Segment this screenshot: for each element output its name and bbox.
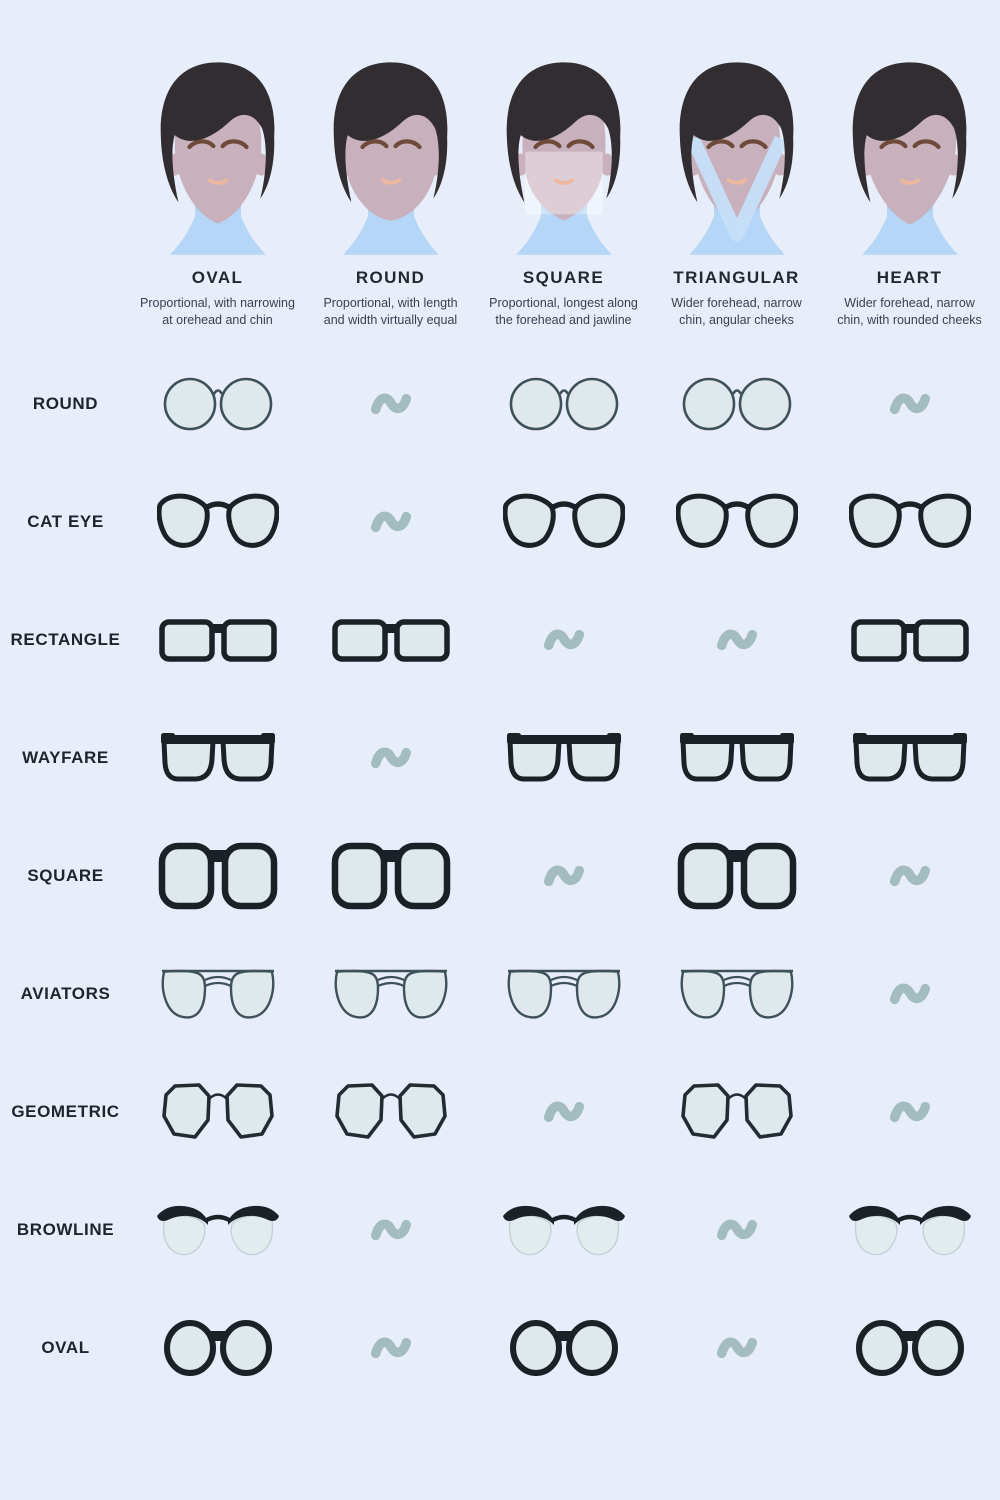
matrix-cell-oval-heart bbox=[823, 1289, 996, 1407]
face-description: Proportional, with length and width virtually equal bbox=[323, 296, 458, 327]
matrix-cell-square-square bbox=[477, 817, 650, 935]
matrix-cell-square-round bbox=[304, 817, 477, 935]
geometric-glasses-icon bbox=[332, 1080, 450, 1144]
matrix-cell-oval-round bbox=[304, 1289, 477, 1407]
wayfare-glasses-icon bbox=[850, 729, 970, 787]
row-label-oval: OVAL bbox=[41, 1337, 90, 1357]
matrix-cell-aviators-oval bbox=[131, 935, 304, 1053]
matrix-cell-rectangle-oval bbox=[131, 581, 304, 699]
matrix-row-browline bbox=[0, 1171, 1000, 1289]
aviators-glasses-icon bbox=[503, 962, 625, 1026]
face-title: HEART bbox=[876, 268, 943, 287]
tilde-icon bbox=[714, 1330, 760, 1366]
matrix-cell-rectangle-triangular bbox=[650, 581, 823, 699]
matrix-cell-round-round bbox=[304, 345, 477, 463]
row-label-wayfare: WAYFARE bbox=[22, 747, 109, 767]
face-column-heart bbox=[823, 56, 996, 329]
face-description: Proportional, with narrowing at orehead and chin bbox=[140, 296, 295, 327]
face-title: ROUND bbox=[355, 268, 426, 287]
matrix-cell-browline-heart bbox=[823, 1171, 996, 1289]
matrix-cell-browline-square bbox=[477, 1171, 650, 1289]
square-face-icon bbox=[483, 56, 645, 262]
square-glasses-icon bbox=[677, 841, 797, 911]
tilde-icon bbox=[887, 386, 933, 422]
tilde-icon bbox=[368, 1330, 414, 1366]
matrix-row-aviators bbox=[0, 935, 1000, 1053]
matrix-cell-geometric-square bbox=[477, 1053, 650, 1171]
matrix-cell-cateye-oval bbox=[131, 463, 304, 581]
round-glasses-icon bbox=[162, 372, 274, 436]
wayfare-glasses-icon bbox=[158, 729, 278, 787]
face-description: Proportional, longest along the forehead and jawline bbox=[489, 296, 638, 327]
tilde-icon bbox=[368, 386, 414, 422]
tilde-icon bbox=[368, 504, 414, 540]
tilde-icon bbox=[541, 1094, 587, 1130]
cateye-glasses-icon bbox=[676, 489, 798, 555]
matrix-cell-cateye-round bbox=[304, 463, 477, 581]
tilde-icon bbox=[541, 622, 587, 658]
wayfare-glasses-icon bbox=[677, 729, 797, 787]
tilde-icon bbox=[887, 1094, 933, 1130]
round-face-icon bbox=[310, 56, 472, 262]
matrix-cell-round-heart bbox=[823, 345, 996, 463]
matrix-cell-geometric-heart bbox=[823, 1053, 996, 1171]
compatibility-matrix bbox=[0, 345, 1000, 1407]
oval-glasses-icon bbox=[853, 1317, 967, 1379]
face-description: Wider forehead, narrow chin, with rounded cheeks bbox=[837, 296, 982, 327]
matrix-cell-cateye-heart bbox=[823, 463, 996, 581]
square-glasses-icon bbox=[331, 841, 451, 911]
face-title: TRIANGULAR bbox=[673, 268, 800, 287]
row-label-cateye: CAT EYE bbox=[27, 511, 104, 531]
face-shape-header bbox=[0, 0, 1000, 329]
tilde-icon bbox=[887, 858, 933, 894]
tilde-icon bbox=[541, 858, 587, 894]
face-column-triangular bbox=[650, 56, 823, 329]
matrix-cell-rectangle-square bbox=[477, 581, 650, 699]
round-glasses-icon bbox=[681, 372, 793, 436]
browline-glasses-icon bbox=[502, 1200, 626, 1260]
matrix-cell-oval-square bbox=[477, 1289, 650, 1407]
heart-face-icon bbox=[829, 56, 991, 262]
matrix-cell-round-triangular bbox=[650, 345, 823, 463]
matrix-cell-wayfare-heart bbox=[823, 699, 996, 817]
face-column-square bbox=[477, 56, 650, 329]
matrix-row-rectangle bbox=[0, 581, 1000, 699]
tilde-icon bbox=[714, 622, 760, 658]
aviators-glasses-icon bbox=[676, 962, 798, 1026]
rectangle-glasses-icon bbox=[850, 614, 970, 666]
oval-glasses-icon bbox=[161, 1317, 275, 1379]
face-title: SQUARE bbox=[522, 268, 605, 287]
oval-glasses-icon bbox=[507, 1317, 621, 1379]
round-glasses-icon bbox=[508, 372, 620, 436]
cateye-glasses-icon bbox=[503, 489, 625, 555]
geometric-glasses-icon bbox=[678, 1080, 796, 1144]
row-label-round: ROUND bbox=[32, 393, 99, 413]
rectangle-glasses-icon bbox=[158, 614, 278, 666]
row-label-browline: BROWLINE bbox=[16, 1219, 115, 1239]
tilde-icon bbox=[887, 976, 933, 1012]
matrix-row-oval bbox=[0, 1289, 1000, 1407]
matrix-row-cateye bbox=[0, 463, 1000, 581]
matrix-cell-oval-triangular bbox=[650, 1289, 823, 1407]
wayfare-glasses-icon bbox=[504, 729, 624, 787]
aviators-glasses-icon bbox=[330, 962, 452, 1026]
matrix-cell-cateye-triangular bbox=[650, 463, 823, 581]
matrix-cell-aviators-square bbox=[477, 935, 650, 1053]
row-label-square: SQUARE bbox=[27, 865, 104, 885]
row-label-geometric: GEOMETRIC bbox=[11, 1101, 120, 1121]
matrix-row-round bbox=[0, 345, 1000, 463]
matrix-cell-browline-round bbox=[304, 1171, 477, 1289]
matrix-cell-rectangle-heart bbox=[823, 581, 996, 699]
matrix-cell-rectangle-round bbox=[304, 581, 477, 699]
matrix-cell-wayfare-oval bbox=[131, 699, 304, 817]
matrix-row-wayfare bbox=[0, 699, 1000, 817]
matrix-cell-cateye-square bbox=[477, 463, 650, 581]
matrix-cell-round-oval bbox=[131, 345, 304, 463]
matrix-cell-wayfare-square bbox=[477, 699, 650, 817]
browline-glasses-icon bbox=[156, 1200, 280, 1260]
tilde-icon bbox=[368, 740, 414, 776]
matrix-cell-round-square bbox=[477, 345, 650, 463]
header-left-spacer bbox=[0, 56, 131, 329]
matrix-cell-square-oval bbox=[131, 817, 304, 935]
tilde-icon bbox=[714, 1212, 760, 1248]
rectangle-glasses-icon bbox=[331, 614, 451, 666]
matrix-cell-oval-oval bbox=[131, 1289, 304, 1407]
matrix-cell-geometric-round bbox=[304, 1053, 477, 1171]
matrix-cell-geometric-oval bbox=[131, 1053, 304, 1171]
square-glasses-icon bbox=[158, 841, 278, 911]
matrix-cell-wayfare-triangular bbox=[650, 699, 823, 817]
row-label-aviators: AVIATORS bbox=[20, 983, 111, 1003]
oval-face-icon bbox=[137, 56, 299, 262]
browline-glasses-icon bbox=[848, 1200, 972, 1260]
matrix-cell-square-heart bbox=[823, 817, 996, 935]
matrix-cell-browline-oval bbox=[131, 1171, 304, 1289]
tilde-icon bbox=[368, 1212, 414, 1248]
matrix-cell-wayfare-round bbox=[304, 699, 477, 817]
face-column-oval bbox=[131, 56, 304, 329]
matrix-row-square bbox=[0, 817, 1000, 935]
row-label-rectangle: RECTANGLE bbox=[10, 629, 121, 649]
triangular-face-icon bbox=[656, 56, 818, 262]
matrix-cell-geometric-triangular bbox=[650, 1053, 823, 1171]
face-column-round bbox=[304, 56, 477, 329]
matrix-cell-aviators-triangular bbox=[650, 935, 823, 1053]
cateye-glasses-icon bbox=[849, 489, 971, 555]
aviators-glasses-icon bbox=[157, 962, 279, 1026]
matrix-cell-aviators-round bbox=[304, 935, 477, 1053]
matrix-row-geometric bbox=[0, 1053, 1000, 1171]
face-description: Wider forehead, narrow chin, angular cheeks bbox=[671, 296, 802, 327]
geometric-glasses-icon bbox=[159, 1080, 277, 1144]
cateye-glasses-icon bbox=[157, 489, 279, 555]
matrix-cell-browline-triangular bbox=[650, 1171, 823, 1289]
face-title: OVAL bbox=[191, 268, 244, 287]
matrix-cell-square-triangular bbox=[650, 817, 823, 935]
matrix-cell-aviators-heart bbox=[823, 935, 996, 1053]
